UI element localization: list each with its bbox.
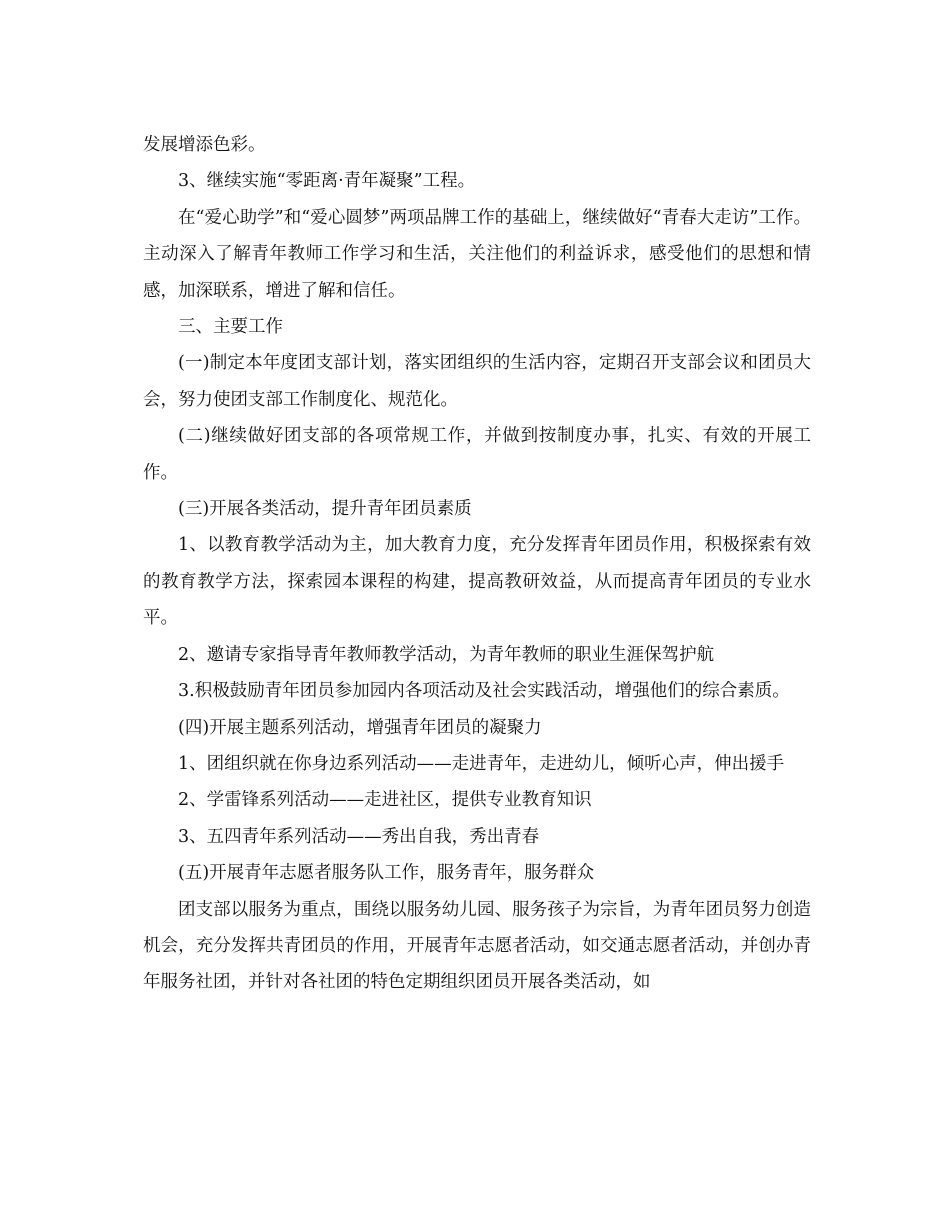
paragraph-item-zero-distance: 3、继续实施“零距离·青年凝聚”工程。 bbox=[178, 171, 476, 192]
document-body bbox=[143, 127, 811, 1001]
paragraph-section-4-item-2: 2、学雷锋系列活动——走进社区，提供专业教育知识 bbox=[178, 790, 592, 811]
paragraph-section-3-item-3: 3.积极鼓励青年团员参加园内各项活动及社会实践活动，增强他们的综合素质。 bbox=[178, 681, 790, 702]
paragraph-section-4-item-1: 1、团组织就在你身边系列活动——走进青年，走进幼儿，倾听心声，伸出援手 bbox=[178, 753, 785, 774]
paragraph-section-5-body: 团支部以服务为重点，围绕以服务幼儿园、服务孩子为宗旨，为青年团员努力创造机会，充分发挥共青团员的作用，开展青年志愿者活动，如交通志愿者活动，并创办青年服务社团，并针对各社团的特色定期组织团员开展各类活动，如 bbox=[143, 899, 811, 993]
section-heading-main-work: 三、主要工作 bbox=[178, 317, 283, 338]
paragraph-section-3-item-1: 1、以教育教学活动为主，加大教育力度，充分发挥青年团员作用，积极探索有效的教育教学方法，探索园本课程的构建，提高教研效益，从而提高青年团员的专业水平。 bbox=[143, 535, 811, 629]
paragraph-section-2: (二)继续做好团支部的各项常规工作，并做到按制度办事，扎实、有效的开展工作。 bbox=[143, 426, 811, 483]
paragraph-section-4-item-3: 3、五四青年系列活动——秀出自我，秀出青春 bbox=[178, 826, 540, 847]
paragraph-section-5-heading: (五)开展青年志愿者服务队工作，服务青年，服务群众 bbox=[178, 863, 595, 884]
paragraph-continuation: 发展增添色彩。 bbox=[143, 135, 266, 155]
paragraph-section-4-heading: (四)开展主题系列活动，增强青年团员的凝聚力 bbox=[178, 717, 542, 738]
paragraph-section-1: (一)制定本年度团支部计划，落实团组织的生活内容，定期召开支部会议和团员大会，努力使团支部工作制度化、规范化。 bbox=[143, 353, 811, 410]
paragraph-section-3-item-2: 2、邀请专家指导青年教师教学活动，为青年教师的职业生涯保驾护航 bbox=[178, 644, 715, 665]
paragraph-section-3-heading: (三)开展各类活动，提升青年团员素质 bbox=[178, 499, 472, 520]
paragraph-visit-work: 在“爱心助学”和“爱心圆梦”两项品牌工作的基础上，继续做好“青春大走访”工作。主动深入了解青年教师工作学习和生活，关注他们的利益诉求，感受他们的思想和情感，加深联系，增进了解和信任。 bbox=[143, 207, 811, 301]
